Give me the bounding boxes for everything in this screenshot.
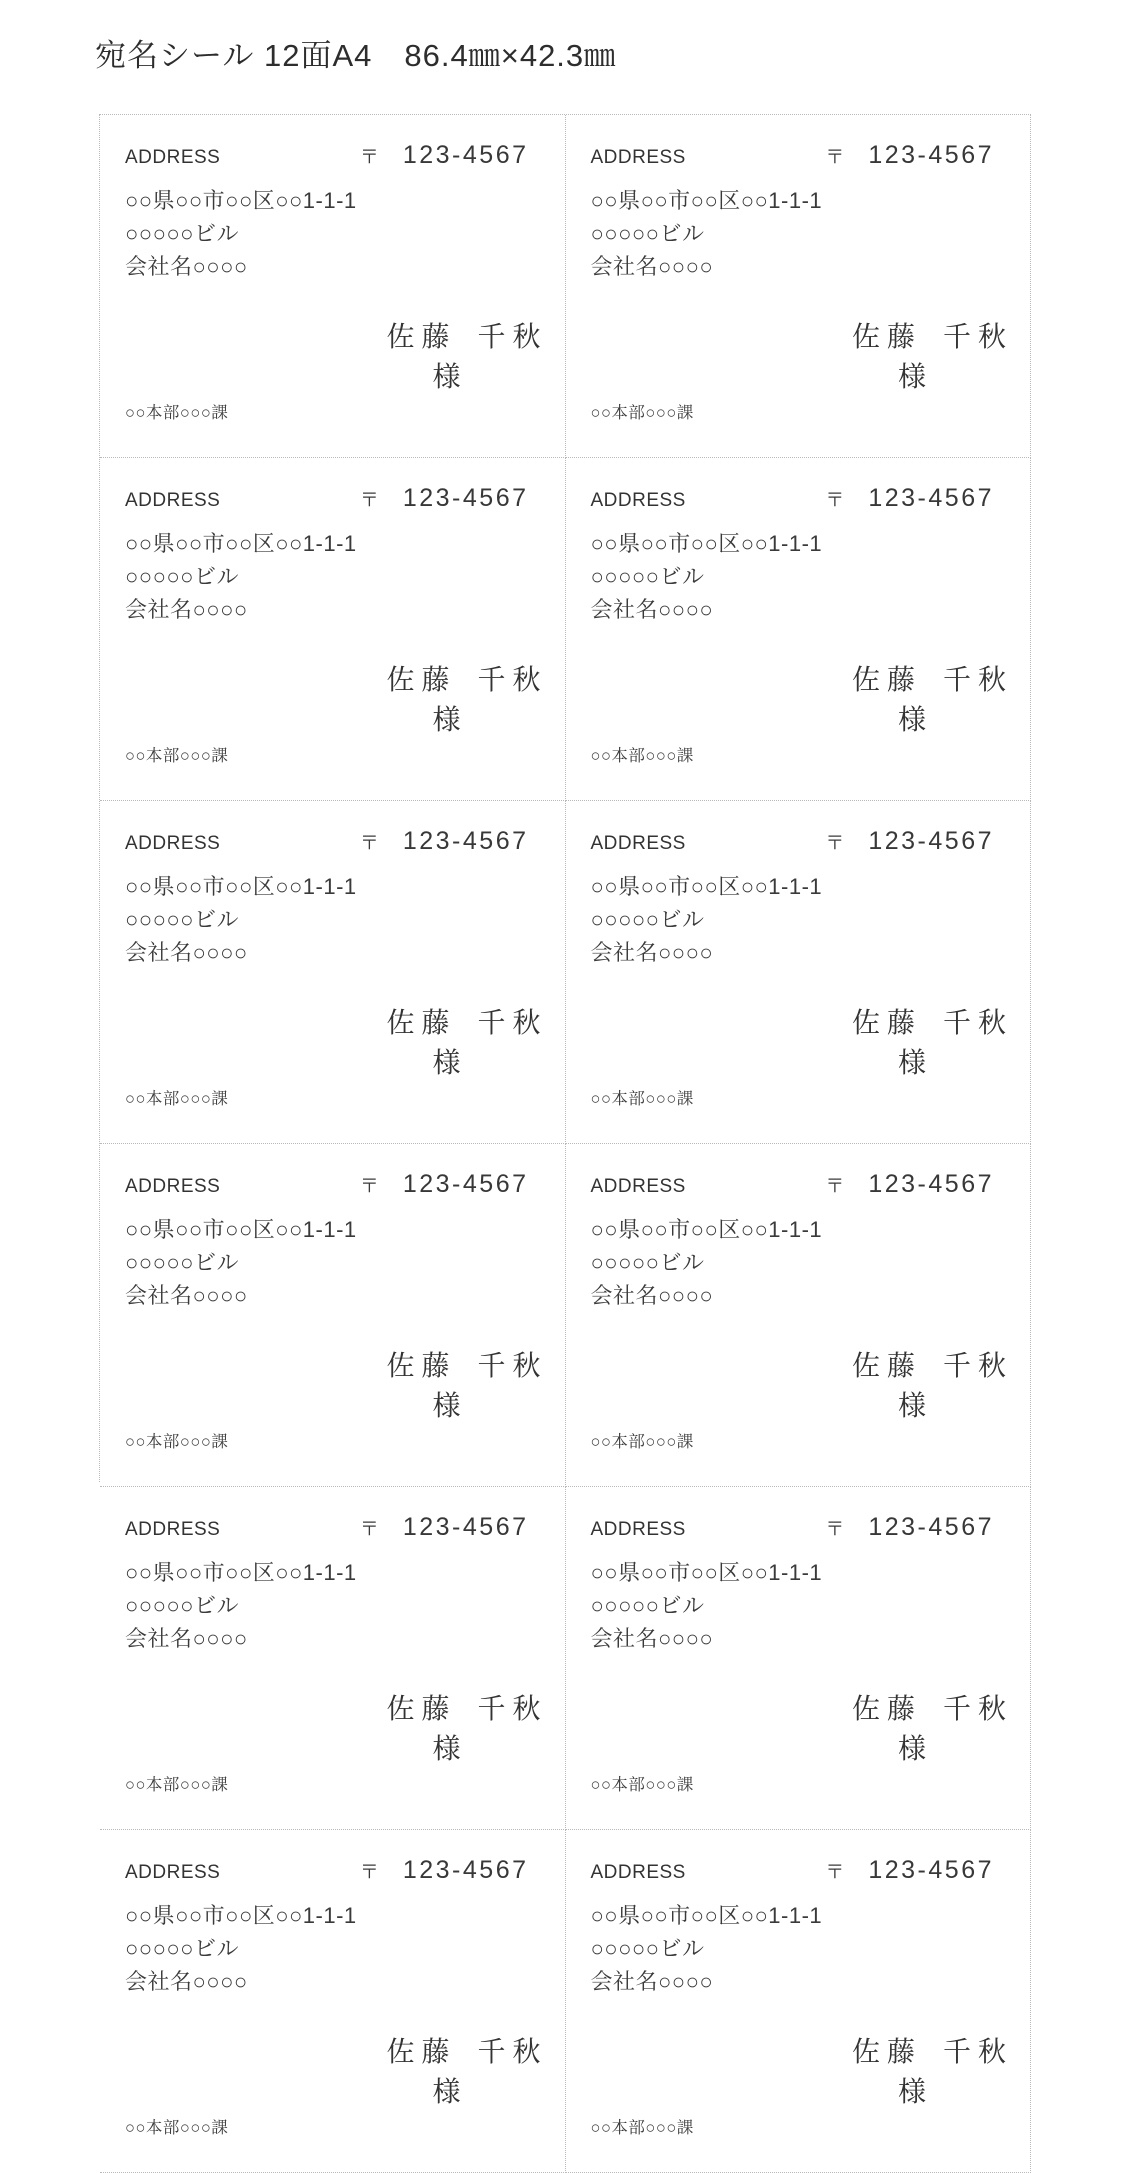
address-label — [566, 1487, 1032, 1830]
recipient-name: 佐 藤 千 秋 — [386, 2037, 541, 2068]
department: ○○本部○○○課 — [125, 2119, 229, 2137]
address-line-1: ○○県○○市○○区○○1-1-1 — [125, 531, 357, 556]
address-line-1: ○○県○○市○○区○○1-1-1 — [125, 1217, 357, 1242]
department: ○○本部○○○課 — [590, 404, 694, 422]
address-line-2: ○○○○○ビル — [125, 907, 239, 932]
address-block — [591, 1556, 1007, 1655]
address-line-3: 会社名○○○○ — [590, 1969, 714, 1994]
postal-code: 123-4567 — [868, 1513, 994, 1541]
address-line-3: 会社名○○○○ — [125, 1283, 248, 1308]
recipient-name-group — [330, 1312, 540, 1456]
address-label — [566, 1830, 1032, 2173]
recipient-name: 佐 藤 千 秋 — [851, 1694, 1006, 1725]
label-footer — [125, 1998, 541, 2142]
honorific: 様 — [432, 705, 461, 736]
address-line-3: 会社名○○○○ — [590, 1283, 714, 1308]
address-caption: ADDRESS — [125, 1519, 221, 1540]
address-line-3: 会社名○○○○ — [125, 597, 248, 622]
address-line-1: ○○県○○市○○区○○1-1-1 — [590, 874, 823, 899]
address-block — [591, 870, 1007, 969]
address-label — [100, 1487, 566, 1830]
recipient-name-group — [796, 1998, 1006, 2142]
label-footer — [591, 626, 1007, 770]
address-block — [591, 184, 1007, 283]
honorific: 様 — [432, 2077, 461, 2108]
address-line-2: ○○○○○ビル — [590, 221, 705, 246]
label-header — [591, 1513, 1007, 1542]
postal-mark-icon: 〒 — [359, 147, 379, 168]
postal-mark-icon: 〒 — [825, 490, 845, 511]
postal-mark-icon: 〒 — [825, 1176, 845, 1197]
postal-group — [825, 1856, 994, 1885]
recipient-name-group — [330, 1998, 540, 2142]
department: ○○本部○○○課 — [125, 1433, 229, 1451]
address-line-3: 会社名○○○○ — [125, 1626, 248, 1651]
postal-mark-icon: 〒 — [825, 833, 845, 854]
label-header — [125, 1856, 541, 1885]
address-caption: ADDRESS — [125, 490, 221, 511]
address-line-1: ○○県○○市○○区○○1-1-1 — [590, 1560, 823, 1585]
address-line-2: ○○○○○ビル — [125, 1593, 239, 1618]
label-footer — [591, 1312, 1007, 1456]
recipient-name: 佐 藤 千 秋 — [386, 1008, 541, 1039]
recipient-name: 佐 藤 千 秋 — [386, 665, 541, 696]
postal-code: 123-4567 — [868, 141, 994, 169]
honorific: 様 — [897, 362, 926, 393]
address-line-2: ○○○○○ビル — [125, 1936, 239, 1961]
label-footer — [125, 969, 541, 1113]
recipient-name-group — [796, 1655, 1006, 1799]
address-line-2: ○○○○○ビル — [590, 1593, 705, 1618]
label-sheet-grid — [99, 114, 1031, 2137]
label-header — [591, 484, 1007, 513]
department: ○○本部○○○課 — [590, 2119, 694, 2137]
label-header — [125, 484, 541, 513]
recipient-name-group — [796, 1312, 1006, 1456]
postal-mark-icon: 〒 — [359, 490, 379, 511]
address-line-3: 会社名○○○○ — [125, 940, 248, 965]
department: ○○本部○○○課 — [125, 404, 229, 422]
address-caption: ADDRESS — [125, 1862, 221, 1883]
label-footer — [591, 1655, 1007, 1799]
recipient-name-group — [796, 626, 1006, 770]
address-block — [125, 870, 541, 969]
honorific: 様 — [432, 362, 461, 393]
label-header — [591, 141, 1007, 170]
honorific: 様 — [432, 1391, 461, 1422]
address-label — [100, 115, 566, 458]
postal-code: 123-4567 — [402, 1856, 529, 1884]
address-line-3: 会社名○○○○ — [125, 254, 248, 279]
label-header — [125, 827, 541, 856]
label-footer — [591, 283, 1007, 427]
address-label — [566, 115, 1032, 458]
postal-mark-icon: 〒 — [825, 147, 845, 168]
address-line-1: ○○県○○市○○区○○1-1-1 — [590, 1217, 823, 1242]
address-caption: ADDRESS — [590, 1862, 686, 1883]
honorific: 様 — [897, 1734, 926, 1765]
postal-group — [360, 484, 529, 513]
address-caption: ADDRESS — [125, 1176, 221, 1197]
address-block — [125, 1213, 541, 1312]
page-title: 宛名シール 12面A4 86.4㎜×42.3㎜ — [95, 38, 617, 73]
recipient-name-group — [330, 1655, 540, 1799]
postal-group — [360, 1513, 529, 1542]
department: ○○本部○○○課 — [590, 747, 694, 765]
recipient-name: 佐 藤 千 秋 — [851, 665, 1006, 696]
address-line-1: ○○県○○市○○区○○1-1-1 — [125, 874, 357, 899]
address-line-1: ○○県○○市○○区○○1-1-1 — [590, 188, 823, 213]
recipient-name-group — [796, 969, 1006, 1113]
postal-group — [825, 1513, 994, 1542]
department: ○○本部○○○課 — [590, 1776, 694, 1794]
address-line-2: ○○○○○ビル — [590, 1250, 705, 1275]
address-caption: ADDRESS — [125, 833, 221, 854]
recipient-name: 佐 藤 千 秋 — [851, 2037, 1006, 2068]
address-caption: ADDRESS — [125, 147, 221, 168]
address-line-2: ○○○○○ビル — [125, 1250, 239, 1275]
address-line-3: 会社名○○○○ — [590, 1626, 714, 1651]
recipient-name-group — [796, 283, 1006, 427]
address-line-2: ○○○○○ビル — [590, 1936, 705, 1961]
postal-group — [825, 484, 994, 513]
address-caption: ADDRESS — [590, 1519, 686, 1540]
postal-group — [360, 827, 529, 856]
address-caption: ADDRESS — [590, 1176, 686, 1197]
address-label — [566, 458, 1032, 801]
address-caption: ADDRESS — [590, 490, 686, 511]
postal-code: 123-4567 — [402, 484, 529, 512]
label-footer — [125, 283, 541, 427]
honorific: 様 — [897, 705, 926, 736]
postal-code: 123-4567 — [868, 1170, 994, 1198]
postal-mark-icon: 〒 — [825, 1519, 845, 1540]
honorific: 様 — [432, 1734, 461, 1765]
address-label — [566, 801, 1032, 1144]
address-label — [100, 1144, 566, 1487]
address-line-3: 会社名○○○○ — [590, 597, 714, 622]
address-line-3: 会社名○○○○ — [125, 1969, 248, 1994]
recipient-name: 佐 藤 千 秋 — [851, 1351, 1006, 1382]
address-block — [125, 527, 541, 626]
label-header — [591, 1856, 1007, 1885]
recipient-name: 佐 藤 千 秋 — [386, 1694, 541, 1725]
recipient-name: 佐 藤 千 秋 — [386, 322, 541, 353]
address-line-3: 会社名○○○○ — [590, 940, 714, 965]
label-header — [125, 1170, 541, 1199]
department: ○○本部○○○課 — [125, 747, 229, 765]
department: ○○本部○○○課 — [590, 1090, 694, 1108]
label-footer — [125, 1655, 541, 1799]
postal-code: 123-4567 — [402, 1513, 529, 1541]
recipient-name-group — [330, 283, 540, 427]
address-caption: ADDRESS — [590, 147, 686, 168]
label-footer — [125, 1312, 541, 1456]
postal-group — [360, 1170, 529, 1199]
postal-code: 123-4567 — [402, 1170, 529, 1198]
address-label — [100, 1830, 566, 2173]
label-footer — [591, 969, 1007, 1113]
postal-mark-icon: 〒 — [359, 1519, 379, 1540]
address-block — [591, 1213, 1007, 1312]
recipient-name: 佐 藤 千 秋 — [851, 322, 1006, 353]
postal-group — [825, 1170, 994, 1199]
postal-mark-icon: 〒 — [825, 1862, 845, 1883]
honorific: 様 — [897, 1391, 926, 1422]
address-line-1: ○○県○○市○○区○○1-1-1 — [125, 1560, 357, 1585]
address-block — [125, 184, 541, 283]
label-header — [125, 1513, 541, 1542]
recipient-name: 佐 藤 千 秋 — [851, 1008, 1006, 1039]
postal-code: 123-4567 — [402, 141, 529, 169]
postal-mark-icon: 〒 — [359, 1176, 379, 1197]
postal-code: 123-4567 — [402, 827, 529, 855]
address-line-2: ○○○○○ビル — [125, 221, 239, 246]
recipient-name-group — [330, 969, 540, 1113]
address-block — [591, 1899, 1007, 1998]
postal-mark-icon: 〒 — [359, 833, 379, 854]
address-block — [591, 527, 1007, 626]
postal-group — [825, 141, 994, 170]
honorific: 様 — [897, 1048, 926, 1079]
postal-code: 123-4567 — [868, 1856, 994, 1884]
address-caption: ADDRESS — [590, 833, 686, 854]
postal-group — [825, 827, 994, 856]
address-label — [100, 801, 566, 1144]
department: ○○本部○○○課 — [125, 1090, 229, 1108]
label-footer — [125, 626, 541, 770]
label-footer — [591, 1998, 1007, 2142]
label-header — [125, 141, 541, 170]
address-label — [566, 1144, 1032, 1487]
postal-mark-icon: 〒 — [359, 1862, 379, 1883]
address-line-2: ○○○○○ビル — [590, 564, 705, 589]
department: ○○本部○○○課 — [590, 1433, 694, 1451]
address-line-2: ○○○○○ビル — [125, 564, 239, 589]
honorific: 様 — [897, 2077, 926, 2108]
address-line-1: ○○県○○市○○区○○1-1-1 — [590, 1903, 823, 1928]
department: ○○本部○○○課 — [125, 1776, 229, 1794]
address-label — [100, 458, 566, 801]
address-line-2: ○○○○○ビル — [590, 907, 705, 932]
address-line-1: ○○県○○市○○区○○1-1-1 — [125, 1903, 357, 1928]
postal-code: 123-4567 — [868, 827, 994, 855]
honorific: 様 — [432, 1048, 461, 1079]
postal-group — [360, 141, 529, 170]
address-line-1: ○○県○○市○○区○○1-1-1 — [590, 531, 823, 556]
recipient-name: 佐 藤 千 秋 — [386, 1351, 541, 1382]
label-header — [591, 827, 1007, 856]
address-block — [125, 1556, 541, 1655]
label-header — [591, 1170, 1007, 1199]
address-line-3: 会社名○○○○ — [590, 254, 714, 279]
address-block — [125, 1899, 541, 1998]
recipient-name-group — [330, 626, 540, 770]
postal-code: 123-4567 — [868, 484, 994, 512]
address-line-1: ○○県○○市○○区○○1-1-1 — [125, 188, 357, 213]
postal-group — [360, 1856, 529, 1885]
